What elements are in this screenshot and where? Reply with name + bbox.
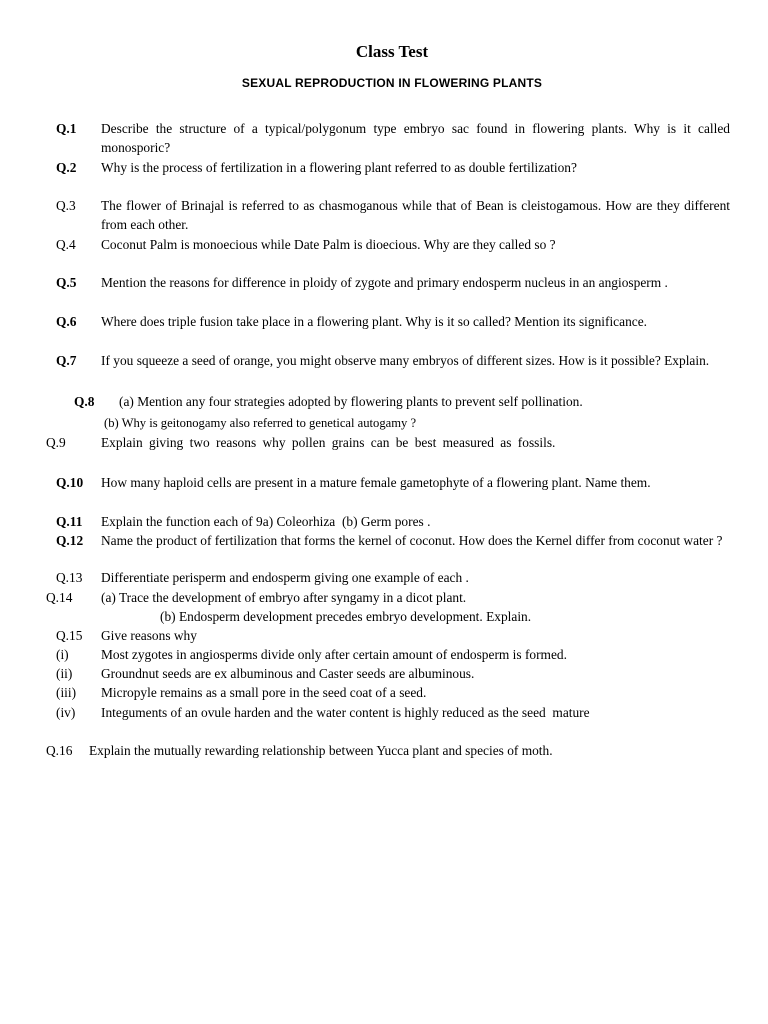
question-5	[56, 273, 730, 311]
question-text: The flower of Brinajal is referred to as chasmoganous while that of Bean is cleistogamous. How are they different from each other.	[101, 198, 730, 232]
question-number: Q.4	[56, 237, 76, 252]
question-12	[56, 531, 730, 569]
question-13-number: Q.13	[56, 570, 83, 585]
question-1	[56, 119, 730, 157]
question-15-text: Give reasons why	[101, 628, 197, 643]
sub-item-text: Micropyle remains as a small pore in the seed coat of a seed.	[101, 685, 427, 700]
question-2	[56, 158, 730, 177]
question-8-part-a: (a) Mention any four strategies adopted by flowering plants to prevent self pollination.	[119, 394, 583, 409]
question-8-part-b: (b) Why is geitonogamy also referred to genetical autogamy ?	[104, 416, 417, 430]
question-text: Mention the reasons for difference in ploidy of zygote and primary endosperm nucleus in an angiosperm .	[101, 275, 668, 290]
sub-item-number: (iv)	[56, 705, 76, 720]
question-9-text: Explain giving two reasons why pollen grains can be best measured as fossils.	[101, 435, 556, 450]
question-number: Q.6	[56, 314, 77, 329]
question-number: Q.2	[56, 160, 77, 175]
question-15-number: Q.15	[56, 628, 83, 643]
question-14-part-b: (b) Endosperm development precedes embryo development. Explain.	[160, 609, 532, 624]
question-text: Explain the function each of 9a) Coleorhiza (b) Germ pores .	[101, 514, 431, 529]
sub-item-text: Integuments of an ovule harden and the water content is highly reduced as the seed mature	[101, 705, 590, 720]
sub-item-number: (ii)	[56, 666, 73, 681]
page-subtitle: SEXUAL REPRODUCTION IN FLOWERING PLANTS	[241, 76, 543, 90]
question-13-text: Differentiate perisperm and endosperm giving one example of each .	[101, 570, 469, 585]
question-10	[56, 473, 730, 511]
sub-item-number: (i)	[56, 647, 69, 662]
question-number: Q.7	[56, 353, 77, 368]
question-text: Describe the structure of a typical/polygonum type embryo sac found in flowering plants. Why is it called monosporic?	[101, 121, 730, 155]
question-4	[56, 235, 730, 254]
page-title: Class Test	[355, 42, 429, 61]
question-text: If you squeeze a seed of orange, you might observe many embryos of different sizes. How is it possible? Explain.	[101, 353, 710, 368]
question-16-number: Q.16	[46, 743, 73, 758]
question-16-text: Explain the mutually rewarding relationship between Yucca plant and species of moth.	[89, 743, 553, 758]
question-number: Q.3	[56, 198, 76, 213]
question-number: Q.12	[56, 533, 84, 548]
question-number: Q.10	[56, 475, 84, 490]
question-text: Where does triple fusion take place in a flowering plant. Why is it so called? Mention its significance.	[101, 314, 648, 329]
sub-item-text: Groundnut seeds are ex albuminous and Caster seeds are albuminous.	[101, 666, 475, 681]
question-number: Q.1	[56, 121, 77, 136]
question-text: Why is the process of fertilization in a flowering plant referred to as double fertilization?	[101, 160, 577, 175]
question-3	[56, 196, 730, 234]
question-6	[56, 312, 730, 350]
question-14-part-a: (a) Trace the development of embryo after syngamy in a dicot plant.	[101, 590, 467, 605]
question-text: How many haploid cells are present in a mature female gametophyte of a flowering plant. Name them.	[101, 475, 651, 490]
sub-item-number: (iii)	[56, 685, 77, 700]
sub-item-text: Most zygotes in angiosperms divide only after certain amount of endosperm is formed.	[101, 647, 567, 662]
question-9-number: Q.9	[46, 435, 66, 450]
question-text: Name the product of fertilization that forms the kernel of coconut. How does the Kernel differ from coconut water ?	[101, 533, 723, 548]
question-number: Q.11	[56, 514, 83, 529]
question-8-number: Q.8	[74, 394, 95, 409]
question-number: Q.5	[56, 275, 77, 290]
question-11	[56, 512, 730, 531]
question-14-number: Q.14	[46, 590, 73, 605]
question-text: Coconut Palm is monoecious while Date Palm is dioecious. Why are they called so ?	[101, 237, 556, 252]
question-7	[56, 351, 730, 389]
